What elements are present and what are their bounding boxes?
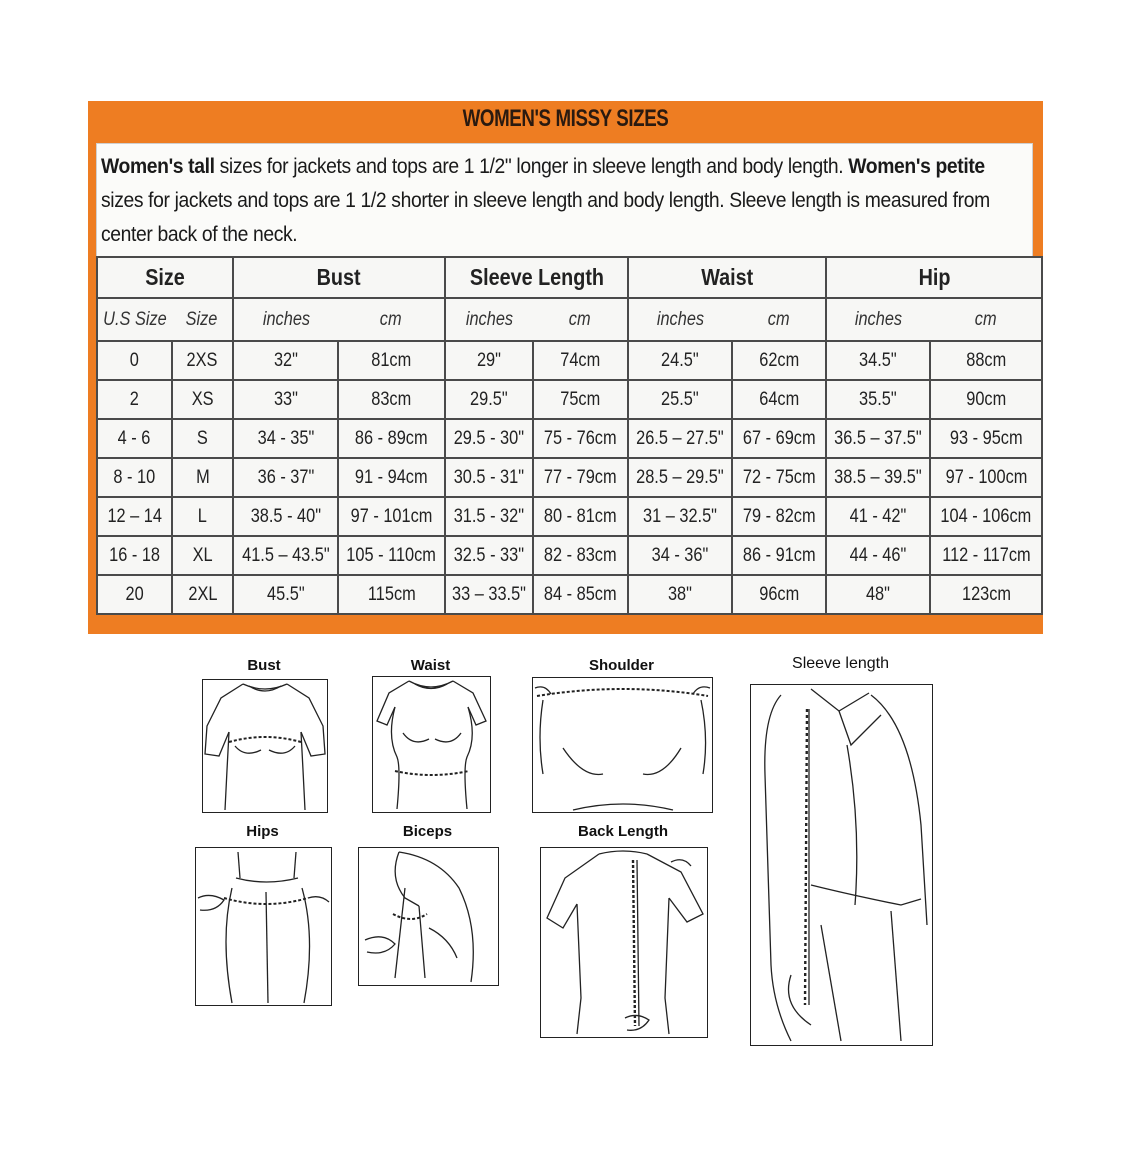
sub-header: cm — [338, 298, 444, 341]
table-cell: 105 - 110cm — [338, 536, 444, 575]
table-cell: 86 - 91cm — [732, 536, 826, 575]
table-cell: 84 - 85cm — [533, 575, 629, 614]
table-cell: 28.5 – 29.5" — [628, 458, 732, 497]
back-length-label: Back Length — [577, 823, 668, 840]
table-cell: M — [172, 458, 233, 497]
sub-header: inches — [233, 298, 339, 341]
table-cell: 48" — [826, 575, 930, 614]
table-cell: 36.5 – 37.5" — [826, 419, 930, 458]
table-cell: S — [172, 419, 233, 458]
table-cell: 38.5 – 39.5" — [826, 458, 930, 497]
table-body — [97, 341, 1042, 614]
table-row — [97, 419, 1042, 458]
note-tall-bold: Women's tall — [101, 155, 215, 178]
sub-header: cm — [732, 298, 826, 341]
biceps-label: Biceps — [402, 823, 453, 840]
table-cell: 31 – 32.5" — [628, 497, 732, 536]
table-cell: 26.5 – 27.5" — [628, 419, 732, 458]
table-cell: 72 - 75cm — [732, 458, 826, 497]
table-cell: 29.5" — [445, 380, 533, 419]
table-cell: 104 - 106cm — [930, 497, 1042, 536]
table-cell: 2XL — [172, 575, 233, 614]
group-header-size: Size — [97, 257, 233, 298]
hips-label: Hips — [246, 823, 279, 840]
table-cell: 30.5 - 31" — [445, 458, 533, 497]
sub-header: inches — [628, 298, 732, 341]
table-cell: 44 - 46" — [826, 536, 930, 575]
sizing-note-text — [101, 150, 1026, 252]
table-cell: 36 - 37" — [233, 458, 339, 497]
sub-header-row — [97, 298, 1042, 341]
table-cell: 123cm — [930, 575, 1042, 614]
table-row — [97, 341, 1042, 380]
size-table — [96, 256, 1043, 615]
table-cell: 41 - 42" — [826, 497, 930, 536]
table-cell: 97 - 101cm — [338, 497, 444, 536]
sub-header: inches — [826, 298, 930, 341]
chart-title: WOMEN'S MISSY SIZES — [462, 105, 669, 132]
table-cell: 34.5" — [826, 341, 930, 380]
table-cell: XL — [172, 536, 233, 575]
shoulder-label: Shoulder — [588, 657, 654, 674]
table-cell: 86 - 89cm — [338, 419, 444, 458]
table-cell: 91 - 94cm — [338, 458, 444, 497]
table-cell: 29.5 - 30" — [445, 419, 533, 458]
note-tall-text: sizes for jackets and tops are 1 1/2" longer in sleeve length and body length. — [214, 155, 849, 178]
biceps-illustration-icon — [358, 847, 499, 986]
table-cell: 20 — [97, 575, 172, 614]
sub-header: inches — [445, 298, 533, 341]
sub-header: U.S Size — [97, 298, 172, 341]
table-cell: 88cm — [930, 341, 1042, 380]
note-petite-text: sizes for jackets and tops are 1 1/2 shorter in sleeve length and body length. Sleeve length is measured from center back of the neck. — [101, 189, 990, 246]
hips-illustration-icon — [195, 847, 332, 1006]
table-cell: 33" — [233, 380, 339, 419]
group-header-hip: Hip — [826, 257, 1042, 298]
sub-header: cm — [533, 298, 629, 341]
table-cell: 83cm — [338, 380, 444, 419]
table-row — [97, 536, 1042, 575]
size-chart — [88, 101, 1043, 634]
table-cell: 112 - 117cm — [930, 536, 1042, 575]
table-cell: 96cm — [732, 575, 826, 614]
table-cell: 32.5 - 33" — [445, 536, 533, 575]
table-cell: 41.5 – 43.5" — [233, 536, 339, 575]
table-cell: 2 — [97, 380, 172, 419]
sleeve-length-illustration-icon — [750, 684, 933, 1046]
waist-illustration-icon — [372, 676, 491, 813]
table-cell: 97 - 100cm — [930, 458, 1042, 497]
table-cell: 80 - 81cm — [533, 497, 629, 536]
table-cell: 25.5" — [628, 380, 732, 419]
table-cell: 31.5 - 32" — [445, 497, 533, 536]
table-cell: 4 - 6 — [97, 419, 172, 458]
sleeve-length-label: Sleeve length — [792, 655, 889, 672]
table-row — [97, 497, 1042, 536]
group-header-row — [97, 257, 1042, 298]
back-length-illustration-icon — [540, 847, 708, 1038]
table-cell: L — [172, 497, 233, 536]
waist-label: Waist — [410, 657, 451, 674]
note-petite-bold: Women's petite — [848, 155, 985, 178]
table-cell: 29" — [445, 341, 533, 380]
table-cell: 34 - 35" — [233, 419, 339, 458]
group-header-waist: Waist — [628, 257, 826, 298]
group-header-bust: Bust — [233, 257, 445, 298]
table-cell: 8 - 10 — [97, 458, 172, 497]
table-cell: 93 - 95cm — [930, 419, 1042, 458]
table-cell: 16 - 18 — [97, 536, 172, 575]
table-cell: 12 – 14 — [97, 497, 172, 536]
table-cell: 75cm — [533, 380, 629, 419]
table-cell: 90cm — [930, 380, 1042, 419]
table-cell: 77 - 79cm — [533, 458, 629, 497]
shoulder-illustration-icon — [532, 677, 713, 813]
table-row — [97, 458, 1042, 497]
group-header-sleeve-length: Sleeve Length — [445, 257, 629, 298]
sub-header: cm — [930, 298, 1042, 341]
table-cell: 35.5" — [826, 380, 930, 419]
table-cell: 64cm — [732, 380, 826, 419]
table-cell: 67 - 69cm — [732, 419, 826, 458]
table-cell: 79 - 82cm — [732, 497, 826, 536]
table-cell: 0 — [97, 341, 172, 380]
table-row — [97, 575, 1042, 614]
table-cell: 74cm — [533, 341, 629, 380]
table-cell: 34 - 36" — [628, 536, 732, 575]
bust-label: Bust — [247, 657, 281, 674]
table-cell: XS — [172, 380, 233, 419]
table-row — [97, 380, 1042, 419]
table-cell: 24.5" — [628, 341, 732, 380]
table-cell: 38.5 - 40" — [233, 497, 339, 536]
sub-header: Size — [172, 298, 233, 341]
table-cell: 75 - 76cm — [533, 419, 629, 458]
table-cell: 82 - 83cm — [533, 536, 629, 575]
table-cell: 62cm — [732, 341, 826, 380]
table-cell: 45.5" — [233, 575, 339, 614]
table-cell: 115cm — [338, 575, 444, 614]
bust-illustration-icon — [202, 679, 328, 813]
table-cell: 38" — [628, 575, 732, 614]
table-cell: 33 – 33.5" — [445, 575, 533, 614]
table-cell: 2XS — [172, 341, 233, 380]
table-cell: 81cm — [338, 341, 444, 380]
table-cell: 32" — [233, 341, 339, 380]
